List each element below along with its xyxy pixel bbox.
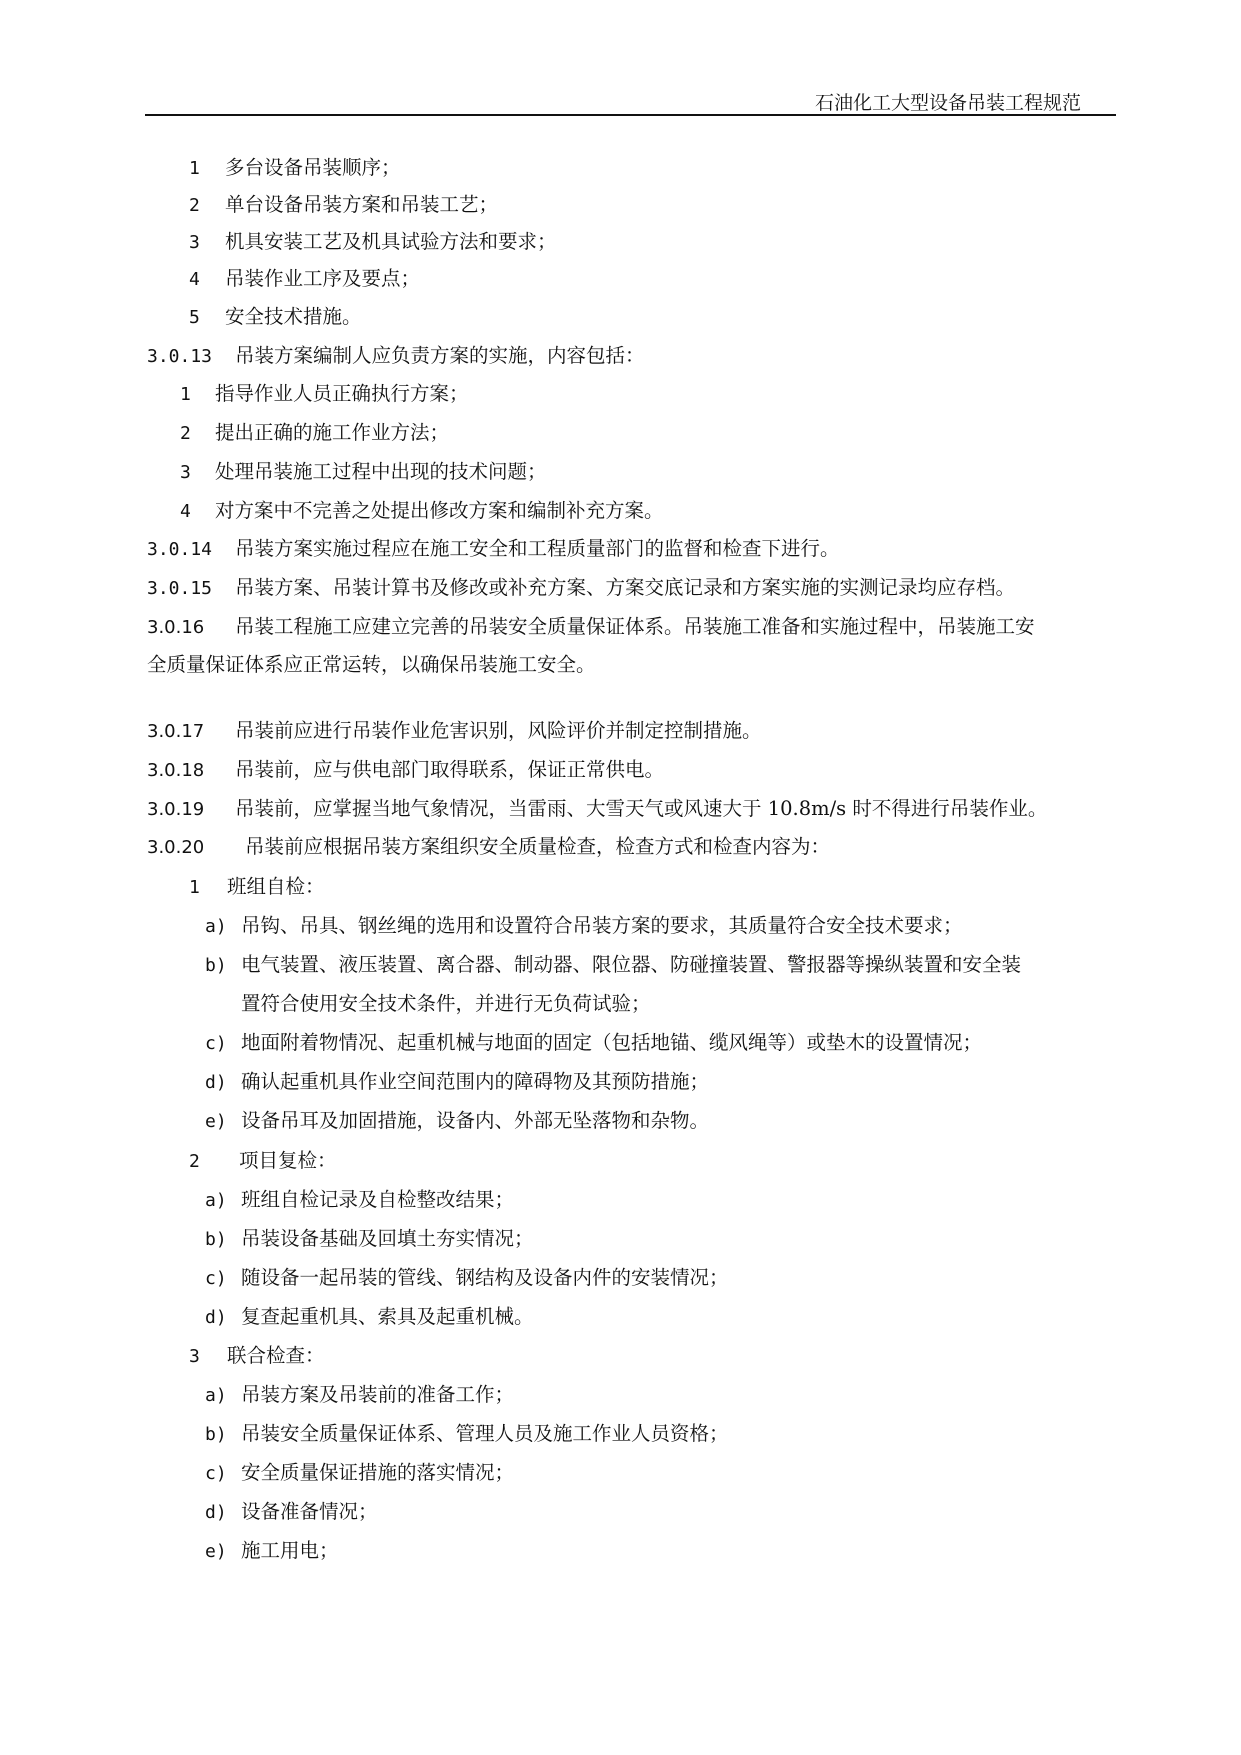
clause-3-0-16-continued: 全质量保证体系应正常运转，以确保吊装施工安全。 [147,653,596,676]
sub-item: d) 设备准备情况； [205,1500,378,1523]
list-item: 1 多台设备吊装顺序； [189,156,401,179]
sub-item: c) 地面附着物情况、起重机械与地面的固定（包括地锚、缆风绳等）或垫木的设置情况； [205,1031,983,1054]
clause-3-0-15: 3.0.15 吊装方案、吊装计算书及修改或补充方案、方案交底记录和方案实施的实测记录均应存档。 [147,576,1016,599]
sub-item: b) 吊装设备基础及回填土夯实情况； [205,1227,534,1250]
list-item: 3 处理吊装施工过程中出现的技术问题； [180,460,547,483]
sub-item: c) 安全质量保证措施的落实情况； [205,1461,515,1484]
sub-item: b) 吊装安全质量保证体系、管理人员及施工作业人员资格； [205,1422,729,1445]
clause-3-0-20: 3.0.20 吊装前应根据吊装方案组织安全质量检查，检查方式和检查内容为： [147,835,831,858]
sub-item: d) 确认起重机具作业空间范围内的障碍物及其预防措施； [205,1070,710,1093]
list-item: 4 对方案中不完善之处提出修改方案和编制补充方案。 [180,499,664,522]
list-item: 4 吊装作业工序及要点； [189,267,421,290]
list-item: 5 安全技术措施。 [189,305,362,328]
list-item: 3 机具安装工艺及机具试验方法和要求； [189,230,557,253]
sub-item: a) 吊钩、吊具、钢丝绳的选用和设置符合吊装方案的要求，其质量符合安全技术要求； [205,914,963,937]
header-rule [145,114,1116,116]
sub-item: c) 随设备一起吊装的管线、钢结构及设备内件的安装情况； [205,1266,729,1289]
sub-item: e) 设备吊耳及加固措施，设备内、外部无坠落物和杂物。 [205,1109,710,1132]
sub-item: a) 班组自检记录及自检整改结果； [205,1188,515,1211]
clause-3-0-14: 3.0.14 吊装方案实施过程应在施工安全和工程质量部门的监督和检查下进行。 [147,537,840,560]
sub-item: b) 电气装置、液压装置、离合器、制动器、限位器、防碰撞装置、警报器等操纵装置和安全装 [205,953,1022,976]
clause-3-0-13: 3.0.13 吊装方案编制人应负责方案的实施，内容包括： [147,344,645,367]
check-2-title: 2 项目复检： [189,1149,337,1172]
sub-item: e) 施工用电； [205,1539,339,1562]
clause-3-0-17: 3.0.17 吊装前应进行吊装作业危害识别，风险评价并制定控制措施。 [147,719,762,742]
sub-item-continued: 置符合使用安全技术条件，并进行无负荷试验； [241,992,651,1015]
list-item: 1 指导作业人员正确执行方案； [180,382,469,405]
list-item: 2 单台设备吊装方案和吊装工艺； [189,193,499,216]
sub-item: a) 吊装方案及吊装前的准备工作； [205,1383,515,1406]
clause-3-0-19: 3.0.19 吊装前，应掌握当地气象情况，当雷雨、大雪天气或风速大于 10.8m/s 时不得进行吊装作业。 [147,797,1048,820]
check-1-title: 1 班组自检： [189,875,325,898]
header-title: 石油化工大型设备吊装工程规范 [814,92,1081,114]
check-3-title: 3 联合检查： [189,1344,325,1367]
clause-3-0-16: 3.0.16 吊装工程施工应建立完善的吊装安全质量保证体系。吊装施工准备和实施过程中，吊装施工安 [147,615,1035,638]
clause-3-0-18: 3.0.18 吊装前，应与供电部门取得联系，保证正常供电。 [147,758,665,781]
list-item: 2 提出正确的施工作业方法； [180,421,450,444]
sub-item: d) 复查起重机具、索具及起重机械。 [205,1305,534,1328]
